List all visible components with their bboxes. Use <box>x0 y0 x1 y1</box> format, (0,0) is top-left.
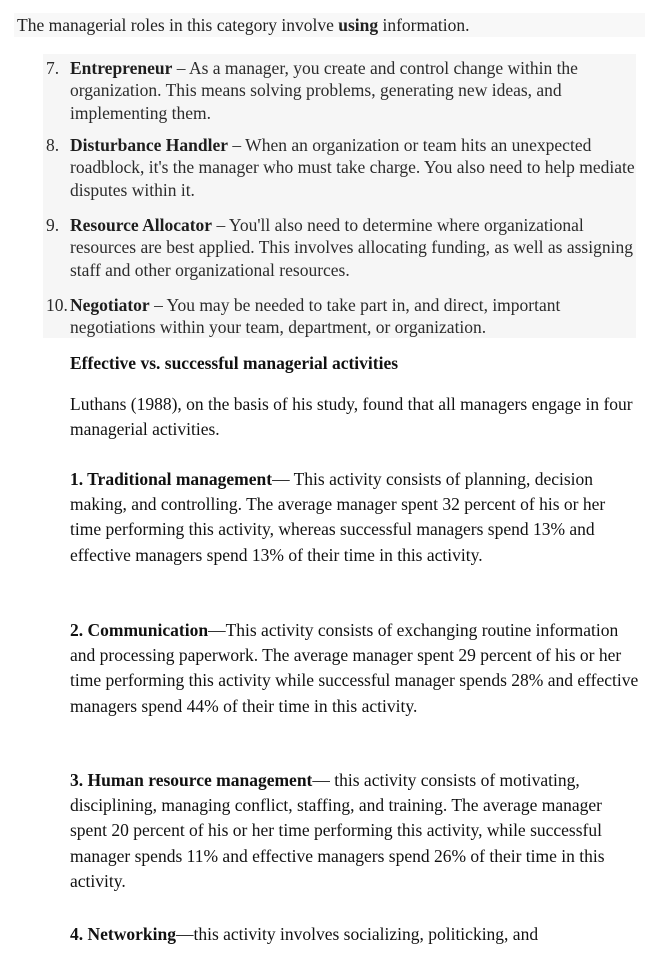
role-number: 8. <box>46 135 60 155</box>
activity-title: 2. Communication <box>70 620 209 640</box>
role-number: 10. <box>46 295 68 315</box>
role-body <box>70 134 636 201</box>
role-title: Resource Allocator <box>70 215 213 235</box>
activity-traditional-management <box>70 467 640 568</box>
role-text: – As a manager, you create and control change within the organization. This means solving problems, generating new ideas, and implementing them. <box>70 58 578 123</box>
role-text: – You'll also need to determine where organizational resources are best applied. This involves allocating funding, as well as assigning staff and other organizational resources. <box>70 215 633 280</box>
role-number: 9. <box>46 215 60 235</box>
activity-title: 4. Networking <box>70 924 176 944</box>
activity-title: 1. Traditional management <box>70 469 273 489</box>
role-item-resource-allocator <box>46 214 636 281</box>
role-item-disturbance-handler <box>46 134 636 201</box>
role-item-negotiator <box>46 294 636 339</box>
role-item-entrepreneur <box>46 57 636 124</box>
role-title: Disturbance Handler <box>70 135 228 155</box>
activity-communication <box>70 618 640 719</box>
role-number: 7. <box>46 58 60 78</box>
section-heading: Effective vs. successful managerial activities <box>70 353 399 373</box>
activity-human-resource-management <box>70 768 640 894</box>
role-body <box>70 57 636 124</box>
activity-text: —This activity consists of exchanging routine information and processing paperwork. The average manager spent 29 percent of his or her time performing this activity while successful manager spends 28% and effective managers spend 44% of their time in this activity. <box>70 620 639 716</box>
role-text: – You may be needed to take part in, and direct, important negotiations within your team, department, or organization. <box>70 295 561 338</box>
intro-suffix: information. <box>378 15 470 35</box>
activity-text: — this activity consists of motivating, disciplining, managing conflict, staffing, and training. The average manager spent 20 percent of his or her time performing this activity, while successful manager spends 11% and effective managers spend 26% of their time in this activity. <box>70 770 605 891</box>
activity-text: — This activity consists of planning, decision making, and controlling. The average manager spent 32 percent of his or her time performing this activity, whereas successful managers spend 13% and effective managers spend 13% of their time in this activity. <box>70 469 606 565</box>
intro-bold-word: using <box>338 15 379 35</box>
activity-networking <box>70 922 640 947</box>
section-intro: Luthans (1988), on the basis of his study, found that all managers engage in four managerial activities. <box>70 394 633 440</box>
role-title: Negotiator <box>70 295 150 315</box>
role-body <box>70 294 636 339</box>
role-title: Entrepreneur <box>70 58 173 78</box>
activity-text: —this activity involves socializing, politicking, and <box>175 924 539 944</box>
role-body <box>70 214 636 281</box>
intro-prefix: The managerial roles in this category involve <box>17 15 339 35</box>
intro-line <box>14 13 645 37</box>
role-text: – When an organization or team hits an unexpected roadblock, it's the manager who must take charge. You also need to help mediate disputes within it. <box>70 135 635 200</box>
activity-title: 3. Human resource management <box>70 770 313 790</box>
